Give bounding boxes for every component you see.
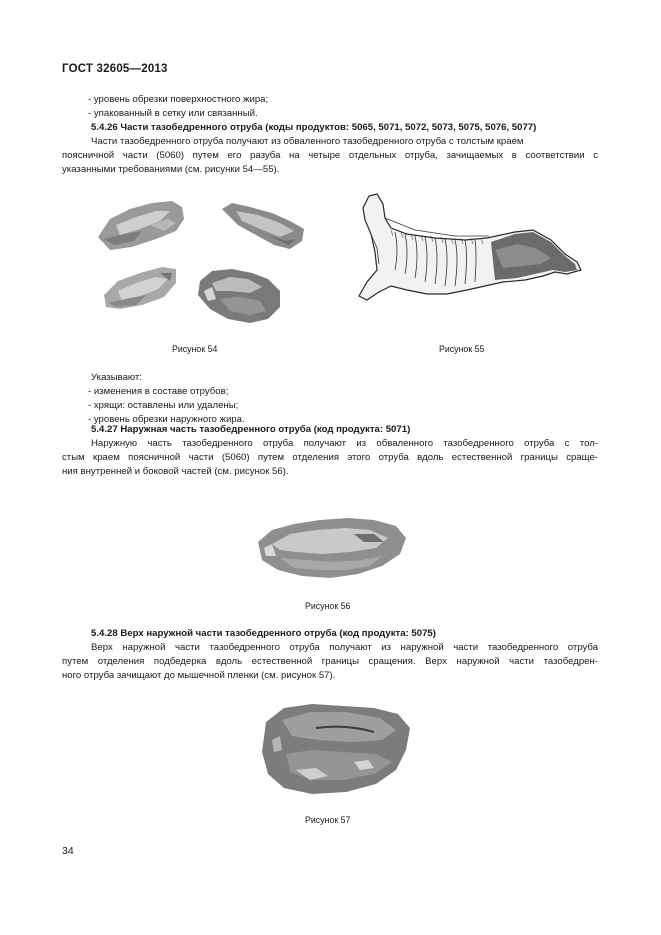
figure-55-caption: Рисунок 55 xyxy=(439,344,485,354)
paragraph-line: Верх наружной части тазобедренного отруба получают из наружной части тазобедренного отруба xyxy=(91,642,598,653)
paragraph-line: Указывают: xyxy=(91,372,142,383)
figure-55-image xyxy=(355,190,585,315)
section-heading-5-4-28: 5.4.28 Верх наружной части тазобедренного отруба (код продукта: 5075) xyxy=(91,628,436,639)
paragraph-line: ного отруба зачищают до мышечной пленки (см. рисунок 57). xyxy=(62,670,336,681)
figure-57-caption: Рисунок 57 xyxy=(305,815,351,825)
section-heading-5-4-26: 5.4.26 Части тазобедренного отруба (коды продуктов: 5065, 5071, 5072, 5073, 5075, 5076, 5077) xyxy=(91,122,537,133)
bullet-line: - уровень обрезки наружного жира. xyxy=(88,414,245,425)
cut-piece-2 xyxy=(222,203,304,249)
bullet-line: - упакованный в сетку или связанный. xyxy=(88,108,258,119)
cut-piece-1 xyxy=(98,201,184,250)
paragraph-line: поясничной части (5060) путем его разуба на четыре отдельных отруба, зачищаемых в соответствии с xyxy=(62,150,598,161)
cut-piece-3 xyxy=(104,267,176,309)
bullet-line: - хрящи: оставлены или удалены; xyxy=(88,400,239,411)
paragraph-line: Части тазобедренного отруба получают из обваленного тазобедренного отруба с толстым краем xyxy=(91,136,524,147)
figure-54-caption: Рисунок 54 xyxy=(172,344,218,354)
figure-57-image xyxy=(256,700,412,798)
cut-piece-4 xyxy=(198,269,280,323)
page-number: 34 xyxy=(62,845,74,857)
paragraph-line: указанными требованиями (см. рисунки 54—55). xyxy=(62,164,280,175)
paragraph-line: Наружную часть тазобедренного отруба получают из обваленного тазобедренного отруба с тол- xyxy=(91,438,598,449)
bullet-line: - изменения в составе отрубов; xyxy=(88,386,229,397)
paragraph-line: ния внутренней и боковой частей (см. рисунок 56). xyxy=(62,466,289,477)
paragraph-line: путем отделения подбедерка вдоль естественной границы сращения. Верх наружной части тазобедрен- xyxy=(62,656,598,667)
bullet-line: - уровень обрезки поверхностного жира; xyxy=(88,94,269,105)
section-heading-5-4-27: 5.4.27 Наружная часть тазобедренного отруба (код продукта: 5071) xyxy=(91,424,411,435)
figure-54-image xyxy=(90,195,305,330)
figure-56-caption: Рисунок 56 xyxy=(305,601,351,611)
paragraph-line: стым краем поясничной части (5060) путем отделения этого отруба вдоль естественной границы сраще- xyxy=(62,452,598,463)
document-code: ГОСТ 32605—2013 xyxy=(62,63,168,75)
figure-56-image xyxy=(250,512,410,587)
